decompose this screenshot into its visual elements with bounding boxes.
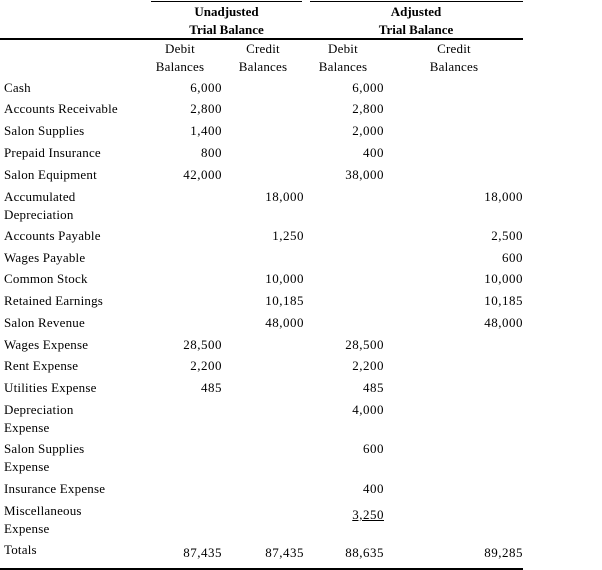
unadjusted-debit: 1,400 [190,123,222,138]
sub-balances-label: Balances [155,59,205,74]
sub-credit-unadjusted-label: Credit [246,41,280,56]
sub-balances-label: Balances [429,59,479,74]
unadjusted-header [151,3,302,39]
top-rule-adjusted [310,1,523,2]
row-label: Insurance Expense [4,481,106,496]
sub-debit-unadjusted-label: Debit [165,41,195,56]
row-label: Salon Supplies [4,123,85,138]
sub-credit-adjusted-label: Credit [437,41,471,56]
adjusted-debit-cell [310,506,384,524]
unadjusted-credit: 18,000 [265,189,304,204]
adjusted-credit: 2,500 [491,228,523,243]
sub-debit-adjusted-label: Debit [328,41,358,56]
adjusted-credit: 48,000 [484,315,523,330]
adjusted-credit: 10,185 [484,293,523,308]
row-label: Utilities Expense [4,380,97,395]
adjusted-credit: 600 [502,250,523,265]
row-label: Salon Equipment [4,167,97,182]
unadjusted-debit: 2,800 [190,101,222,116]
sub-credit-unadjusted [233,40,293,76]
row-label: Miscellaneous Expense [4,503,82,536]
adjusted-debit-total: 88,635 [345,545,384,560]
row-label: Depreciation Expense [4,402,74,435]
adjusted-debit: 2,200 [352,358,384,373]
sub-balances-label: Balances [238,59,288,74]
adjusted-header [310,3,522,39]
row-label: Wages Payable [4,250,86,265]
adjusted-debit: 28,500 [345,337,384,352]
unadjusted-credit-total: 87,435 [265,545,304,560]
row-label: Totals [4,542,37,557]
row-label: Retained Earnings [4,293,104,308]
sub-debit-adjusted [313,40,373,76]
row-label: Salon Revenue [4,315,85,330]
unadjusted-debit: 6,000 [190,80,222,95]
row-label: Cash [4,80,31,95]
unadjusted-credit: 10,185 [265,293,304,308]
unadjusted-credit: 10,000 [265,271,304,286]
unadjusted-debit: 485 [201,380,222,395]
row-label: Rent Expense [4,358,79,373]
adjusted-debit: 600 [363,441,384,456]
adjusted-credit-total: 89,285 [484,545,523,560]
sub-credit-adjusted [424,40,484,76]
unadjusted-header-line2: Trial Balance [189,22,264,37]
adjusted-credit: 18,000 [484,189,523,204]
row-label: Common Stock [4,271,88,286]
adjusted-debit: 3,250 [352,507,384,522]
sub-balances-label: Balances [318,59,368,74]
row-label: Wages Expense [4,337,89,352]
unadjusted-debit: 800 [201,145,222,160]
adjusted-debit: 2,000 [352,123,384,138]
row-label: Accounts Payable [4,228,101,243]
adjusted-header-line2: Trial Balance [378,22,454,37]
unadjusted-debit-total: 87,435 [183,545,222,560]
row-label: Salon Supplies Expense [4,441,85,474]
adjusted-debit: 38,000 [345,167,384,182]
adjusted-header-line1: Adjusted [390,4,442,19]
adjusted-debit: 400 [363,145,384,160]
unadjusted-credit: 1,250 [272,228,304,243]
unadjusted-debit: 2,200 [190,358,222,373]
adjusted-debit: 4,000 [352,402,384,417]
row-label: Prepaid Insurance [4,145,101,160]
unadjusted-debit: 28,500 [183,337,222,352]
adjusted-debit: 6,000 [352,80,384,95]
sub-debit-unadjusted [150,40,210,76]
adjusted-credit: 10,000 [484,271,523,286]
top-rule-unadjusted [151,1,302,2]
adjusted-debit: 485 [363,380,384,395]
unadjusted-debit: 42,000 [183,167,222,182]
adjusted-debit: 400 [363,481,384,496]
adjusted-debit: 2,800 [352,101,384,116]
unadjusted-header-line1: Unadjusted [194,4,259,19]
row-label: Accounts Receivable [4,101,118,116]
row-label: Accumulated Depreciation [4,189,76,222]
unadjusted-credit: 48,000 [265,315,304,330]
